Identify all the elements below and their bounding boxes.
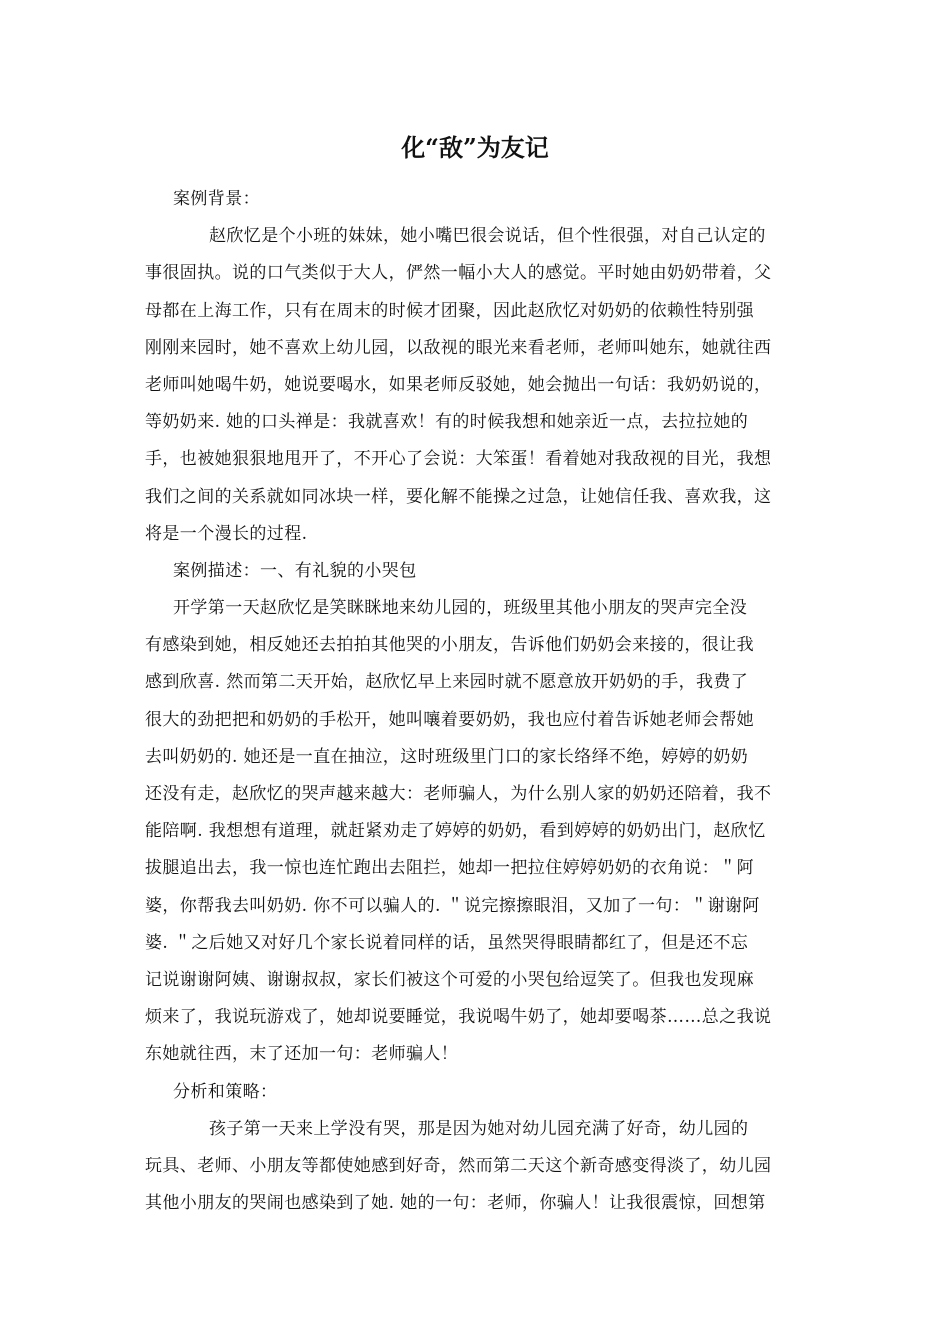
paragraph-line: 开学第一天赵欣忆是笑眯眯地来幼儿园的，班级里其他小朋友的哭声完全没	[173, 598, 748, 619]
paragraph-line: 将是一个漫长的过程.	[145, 523, 308, 544]
section-heading-analysis: 分析和策略：	[173, 1081, 278, 1102]
paragraph-line: 等奶奶来. 她的口头禅是：我就喜欢！有的时候我想和她亲近一点，去拉拉她的	[145, 412, 749, 433]
paragraph-line: 婆. ＂之后她又对好几个家长说着同样的话，虽然哭得眼睛都红了，但是还不忘	[145, 932, 749, 953]
paragraph-line: 烦来了，我说玩游戏了，她却说要睡觉，我说喝牛奶了，她却要喝茶……总之我说	[145, 1007, 772, 1028]
section-heading-description: 案例描述：一、有礼貌的小哭包	[173, 560, 417, 581]
section-heading-background: 案例背景：	[173, 189, 260, 209]
paragraph-line: 拔腿追出去，我一惊也连忙跑出去阻拦，她却一把拉住婷婷奶奶的衣角说：＂阿	[145, 858, 754, 879]
paragraph-line: 很大的劲把把和奶奶的手松开，她叫嚷着要奶奶，我也应付着告诉她老师会帮她	[145, 709, 754, 730]
paragraph-line: 刚刚来园时，她不喜欢上幼儿园，以敌视的眼光来看老师，老师叫她东，她就往西	[145, 337, 772, 358]
paragraph-line: 记说谢谢阿姨、谢谢叔叔，家长们被这个可爱的小哭包给逗笑了。但我也发现麻	[145, 969, 754, 990]
paragraph-line: 东她就往西，末了还加一句：老师骗人！	[145, 1044, 459, 1065]
paragraph-line: 赵欣忆是个小班的妹妹，她小嘴巴很会说话，但个性很强，对自己认定的	[209, 226, 766, 247]
paragraph-line: 手，也被她狠狠地甩开了，不开心了会说：大笨蛋！看着她对我敌视的目光，我想	[145, 449, 772, 470]
paragraph-line: 玩具、老师、小朋友等都使她感到好奇，然而第二天这个新奇感变得淡了，幼儿园	[145, 1155, 772, 1176]
paragraph-line: 能陪啊. 我想想有道理，就赶紧劝走了婷婷的奶奶，看到婷婷的奶奶出门，赵欣忆	[145, 821, 766, 842]
document-body	[145, 181, 810, 1222]
document-title: 化“敌”为友记	[401, 133, 549, 162]
paragraph-line: 我们之间的关系就如同冰块一样，要化解不能操之过急，让她信任我、喜欢我，这	[145, 486, 772, 507]
paragraph-line: 事很固执。说的口气类似于大人，俨然一幅小大人的感觉。平时她由奶奶带着，父	[145, 263, 772, 284]
paragraph-line: 老师叫她喝牛奶，她说要喝水，如果老师反驳她，她会抛出一句话：我奶奶说的，	[145, 374, 772, 395]
paragraph-line: 孩子第一天来上学没有哭，那是因为她对幼儿园充满了好奇，幼儿园的	[209, 1118, 749, 1139]
paragraph-line: 还没有走，赵欣忆的哭声越来越大：老师骗人，为什么别人家的奶奶还陪着，我不	[145, 784, 772, 804]
paragraph-line: 感到欣喜. 然而第二天开始，赵欣忆早上来园时就不愿意放开奶奶的手，我费了	[145, 672, 749, 693]
paragraph-line: 去叫奶奶的. 她还是一直在抽泣，这时班级里门口的家长络绎不绝，婷婷的奶奶	[145, 746, 749, 767]
paragraph-line: 婆，你帮我去叫奶奶. 你不可以骗人的. ＂说完擦擦眼泪，又加了一句：＂谢谢阿	[145, 895, 760, 916]
paragraph-line: 母都在上海工作，只有在周末的时候才团聚，因此赵欣忆对奶奶的依赖性特别强	[145, 300, 754, 321]
paragraph-line: 其他小朋友的哭闹也感染到了她. 她的一句：老师，你骗人！让我很震惊，回想第	[145, 1193, 766, 1214]
paragraph-line: 有感染到她，相反她还去拍拍其他哭的小朋友，告诉他们奶奶会来接的，很让我	[145, 635, 754, 656]
